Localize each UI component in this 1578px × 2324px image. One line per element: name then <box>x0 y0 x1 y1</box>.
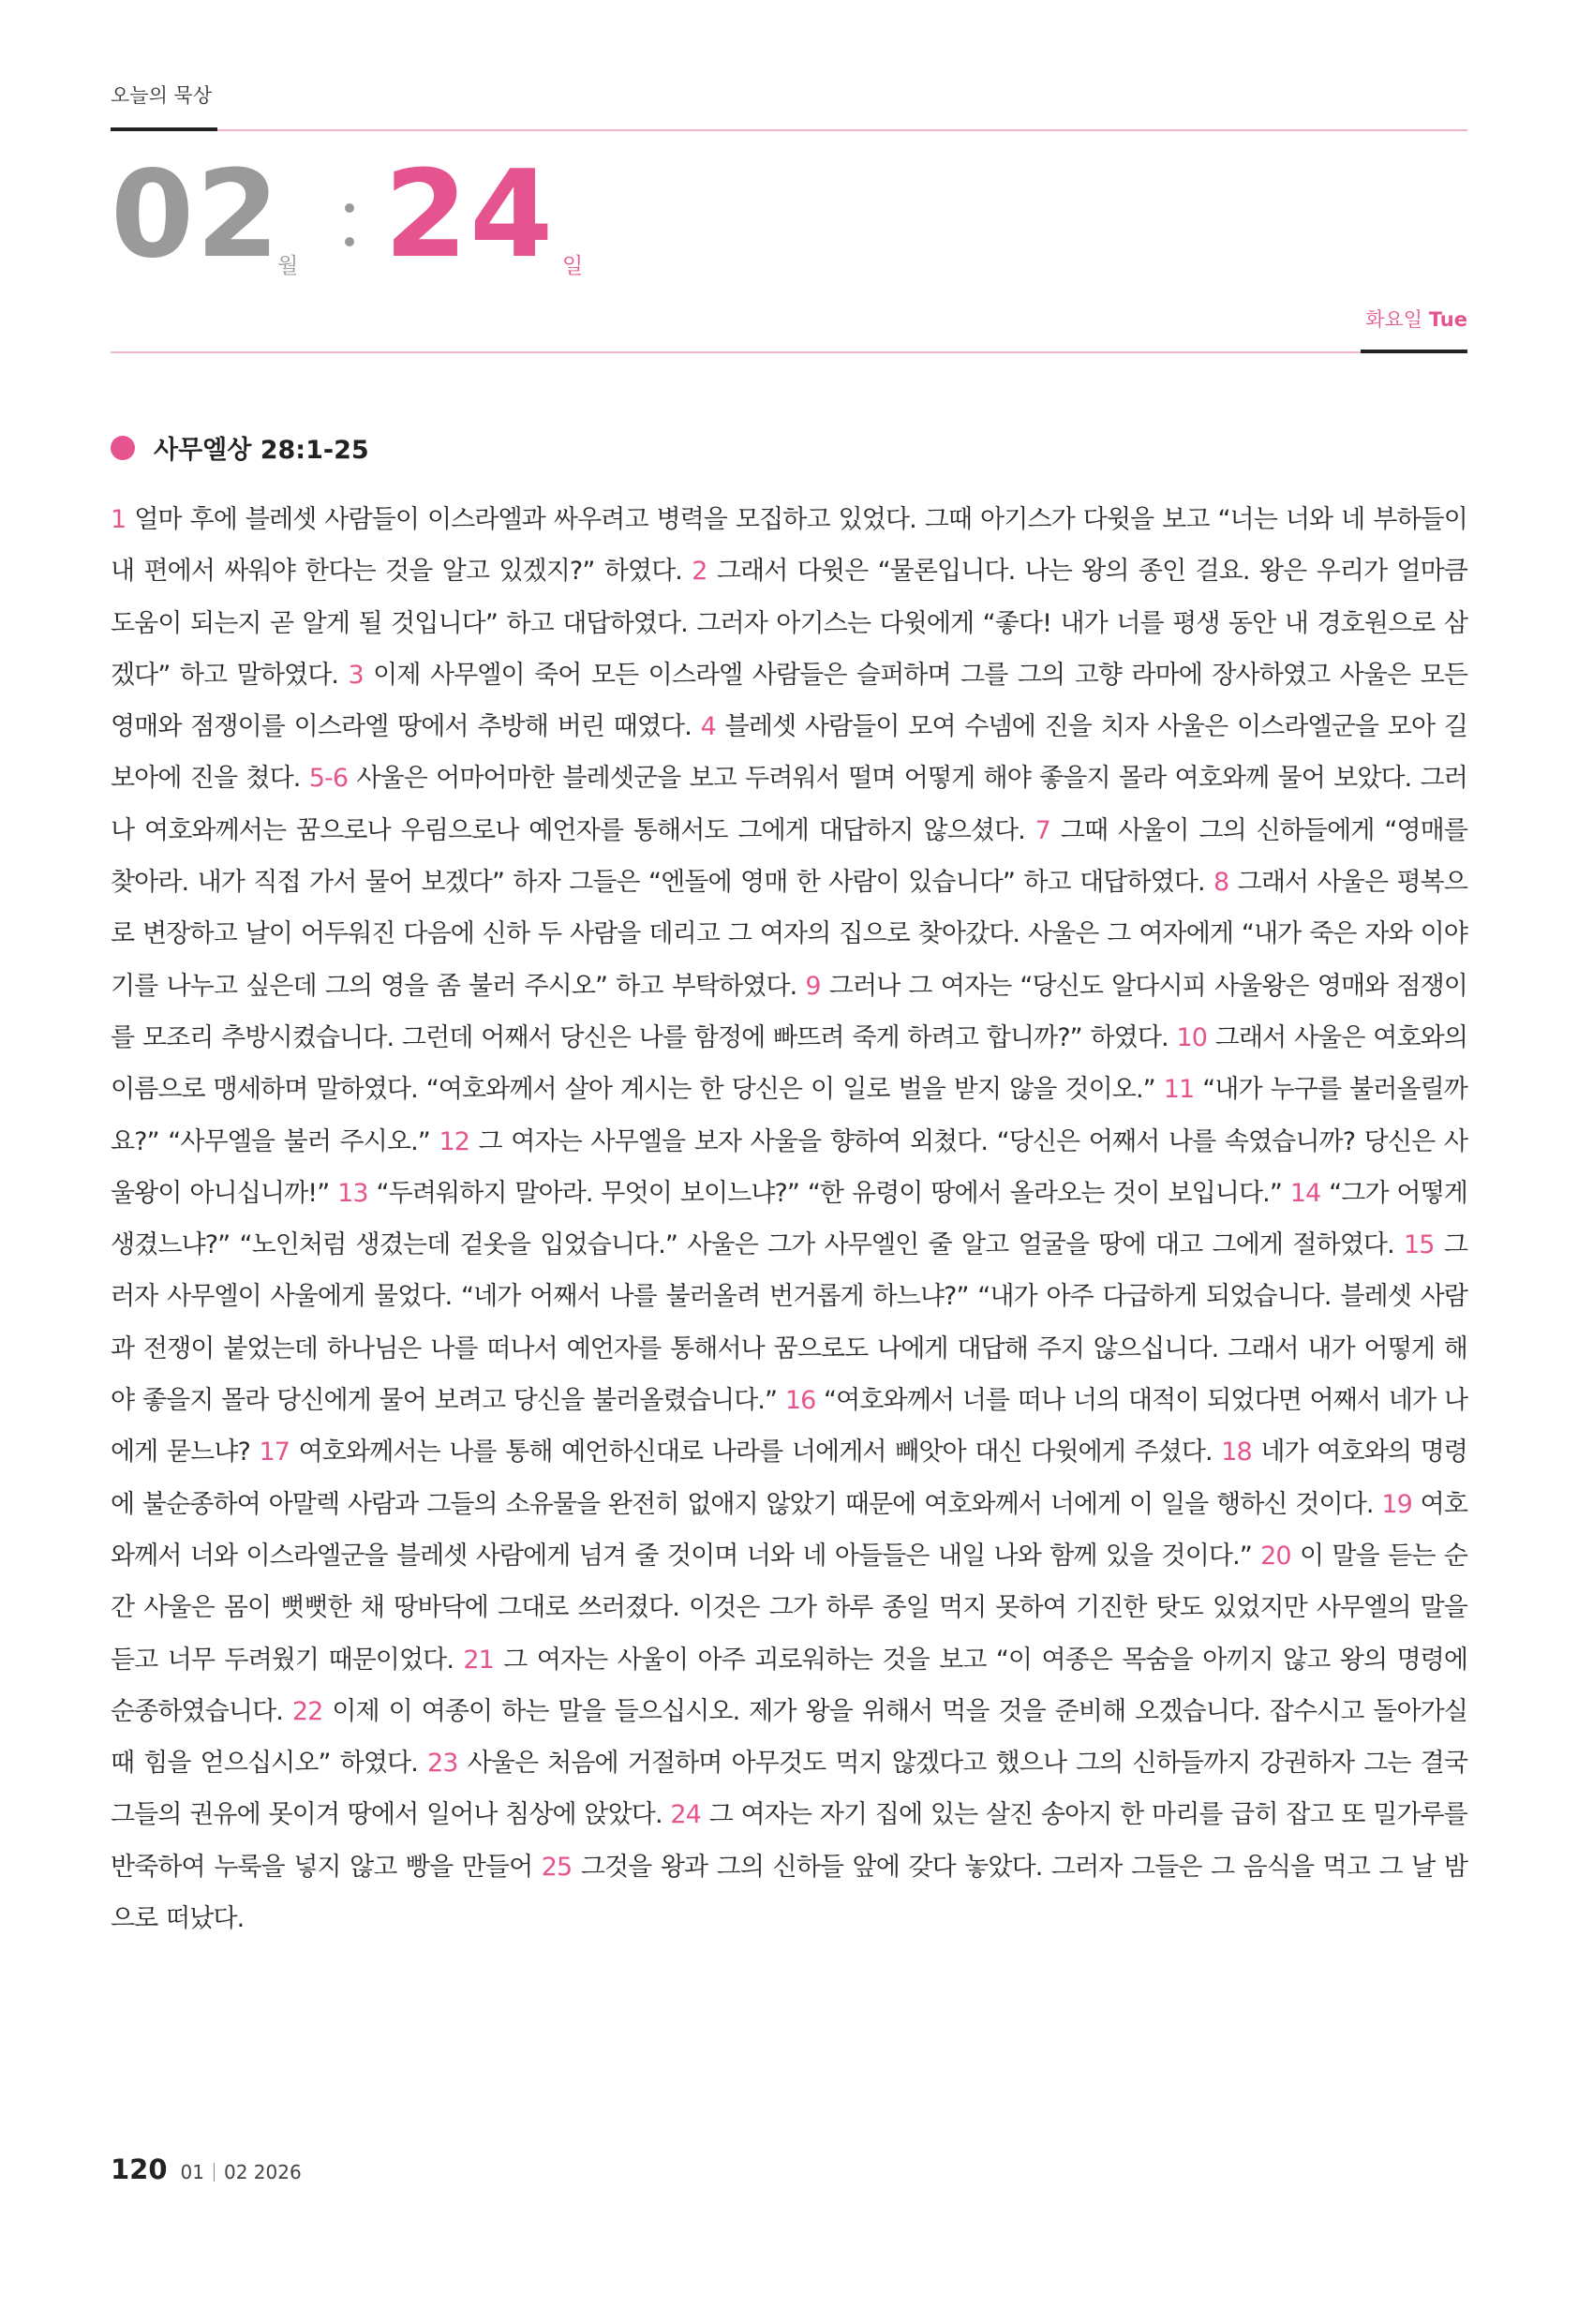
verse-number: 10 <box>1176 1022 1207 1052</box>
verse-text: 그래서 사울은 평복으로 변장하고 날이 어두워진 다음에 신하 두 사람을 데리고 그 여자의 집으로 찾아갔다. 사울은 그 여자에게 “내가 죽은 자와 이야기를 나누고 싶은데 그의 영을 좀 불러 주시오” 하고 부탁하였다. <box>111 868 1467 1001</box>
verse-text: 그 여자는 자기 집에 있는 살진 송아지 한 마리를 급히 잡고 또 밀가루를 반죽하여 누룩을 넣지 않고 빵을 만들어 <box>111 1800 1467 1882</box>
verse-number: 18 <box>1221 1438 1252 1467</box>
section-label: 오늘의 묵상 <box>111 84 213 107</box>
verse-text: 사울은 어마어마한 블레셋군을 보고 두려워서 떨며 어떻게 해야 좋을지 몰라 여호와께 물어 보았다. 그러나 여호와께서는 꿈으로나 우림으로나 예언자를 통해서도 그에게 대답하지 않으셨다. <box>111 764 1467 845</box>
issue-month: 01 <box>180 2161 204 2183</box>
page-footer <box>111 2153 302 2185</box>
verse-text: “여호와께서 너를 떠나 너의 대적이 되었다면 어째서 네가 나에게 묻느냐? <box>111 1386 1467 1467</box>
colon-dot-top <box>345 203 354 213</box>
verse-text: “두려워하지 말아라. 무엇이 보이느냐?” “한 유령이 땅에서 올라오는 것이 보입니다.” <box>367 1178 1290 1208</box>
verse-text: 얼마 후에 블레셋 사람들이 이스라엘과 싸우려고 병력을 모집하고 있었다. 그때 아기스가 다윗을 보고 “너는 너와 네 부하들이 내 편에서 싸워야 한다는 것을 알고 있겠지?” 하였다. <box>111 505 1467 587</box>
day-number: 24 <box>384 145 556 285</box>
scripture-body <box>111 494 1467 1944</box>
verse-text: 네가 여호와의 명령에 불순종하여 아말렉 사람과 그들의 소유물을 완전히 없애지 않았기 때문에 여호와께서 너에게 이 일을 행하신 것이다. <box>111 1438 1467 1519</box>
verse-number: 12 <box>439 1126 469 1156</box>
verse-number: 25 <box>541 1852 573 1882</box>
month-number: 02 <box>111 145 282 285</box>
verse-number: 7 <box>1035 815 1050 845</box>
verse-number: 17 <box>259 1438 290 1467</box>
mid-rule-accent <box>1361 350 1467 353</box>
weekday-korean: 화요일 <box>1365 308 1423 331</box>
issue-year: 02 2026 <box>224 2161 302 2183</box>
verse-number: 24 <box>670 1800 701 1830</box>
month-unit: 월 <box>277 254 299 278</box>
verse-number: 1 <box>111 505 127 534</box>
verse-number: 20 <box>1260 1541 1291 1571</box>
verse-text: 여호와께서는 나를 통해 예언하신대로 나라를 너에게서 빼앗아 대신 다윗에게 주셨다. <box>290 1438 1222 1467</box>
verse-text: 그러자 사무엘이 사울에게 물었다. “네가 어째서 나를 불러올려 번거롭게 하느냐?” “내가 아주 다급하게 되었습니다. 블레셋 사람과 전쟁이 붙었는데 하나님은 나를 떠나서 예언자를 통해서나 꿈으로도 나에게 대답해 주지 않으십니다. 그래서 내가 어떻게 해야 좋을지 몰라 당신에게 물어 보려고 당신을 불러올렸습니다.” <box>111 1230 1467 1416</box>
verse-number: 22 <box>291 1696 323 1726</box>
issue-separator <box>214 2163 215 2182</box>
weekday-english: Tue <box>1428 308 1467 331</box>
top-rule-accent <box>111 127 217 131</box>
verse-text: 여호와께서 너와 이스라엘군을 블레셋 사람에게 넘겨 줄 것이며 너와 네 아들들은 내일 나와 함께 있을 것이다.” <box>111 1489 1467 1571</box>
mid-rule <box>111 351 1467 353</box>
weekday-label <box>1365 305 1467 333</box>
verse-text: 그 여자는 사울이 아주 괴로워하는 것을 보고 “이 여종은 목숨을 아끼지 않고 왕의 명령에 순종하였습니다. <box>111 1645 1468 1726</box>
top-rule <box>111 129 1467 131</box>
verse-text: 그래서 다윗은 “물론입니다. 나는 왕의 종인 걸요. 왕은 우리가 얼마큼 도움이 되는지 곧 알게 될 것입니다” 하고 대답하였다. 그러자 아기스는 다윗에게 “좋다! 내가 너를 평생 동안 내 경호원으로 삼겠다” 하고 말하였다. <box>111 557 1467 690</box>
verse-text: “그가 어떻게 생겼느냐?” “노인처럼 생겼는데 겉옷을 입었습니다.” 사울은 그가 사무엘인 줄 알고 얼굴을 땅에 대고 그에게 절하였다. <box>111 1178 1467 1260</box>
page-number: 120 <box>111 2153 168 2185</box>
verse-number: 5-6 <box>308 764 349 794</box>
verse-text: 이 말을 듣는 순간 사울은 몸이 뻣뻣한 채 땅바닥에 그대로 쓰러졌다. 이것은 그가 하루 종일 먹지 못하여 기진한 탓도 있었지만 사무엘의 말을 듣고 너무 두려웠기 때문이었다. <box>111 1541 1467 1675</box>
verse-text: 그것을 왕과 그의 신하들 앞에 갖다 놓았다. 그러자 그들은 그 음식을 먹고 그 날 밤으로 떠났다. <box>111 1852 1467 1934</box>
verse-number: 11 <box>1163 1075 1195 1105</box>
verse-number: 16 <box>784 1386 816 1416</box>
bullet-dot-icon <box>111 436 135 460</box>
verse-text: 그래서 사울은 여호와의 이름으로 맹세하며 말하였다. “여호와께서 살아 계시는 한 당신은 이 일로 벌을 받지 않을 것이오.” <box>111 1022 1467 1105</box>
verse-number: 21 <box>463 1645 494 1675</box>
verse-text: 블레셋 사람들이 모여 수넴에 진을 치자 사울은 이스라엘군을 모아 길보아에 진을 쳤다. <box>111 712 1468 794</box>
verse-text: 그러나 그 여자는 “당신도 알다시피 사울왕은 영매와 점쟁이를 모조리 추방시켰습니다. 그런데 어째서 당신은 나를 함정에 빠뜨려 죽게 하려고 합니까?” 하였다. <box>111 971 1467 1052</box>
verse-number: 19 <box>1381 1489 1412 1519</box>
verse-text: 그 여자는 사무엘을 보자 사울을 향하여 외쳤다. “당신은 어째서 나를 속였습니까? 당신은 사울왕이 아니십니까!” <box>111 1126 1467 1208</box>
verse-text: 그때 사울이 그의 신하들에게 “영매를 찾아라. 내가 직접 가서 물어 보겠다” 하자 그들은 “엔돌에 영매 한 사람이 있습니다” 하고 대답하였다. <box>111 815 1467 898</box>
verse-number: 23 <box>426 1749 458 1779</box>
colon-dot-bottom <box>345 237 354 246</box>
verse-text: 사울은 처음에 거절하며 아무것도 먹지 않겠다고 했으나 그의 신하들까지 강권하자 그는 결국 그들의 권유에 못이겨 땅에서 일어나 침상에 앉았다. <box>111 1749 1467 1830</box>
verse-number: 2 <box>692 557 707 587</box>
verse-number: 13 <box>337 1178 368 1208</box>
verse-text: “내가 누구를 불러올릴까요?” “사무엘을 불러 주시오.” <box>111 1075 1467 1156</box>
verse-number: 14 <box>1289 1178 1321 1208</box>
verse-number: 3 <box>348 660 364 690</box>
reference-text: 사무엘상 28:1-25 <box>154 436 369 465</box>
verse-text: 이제 사무엘이 죽어 모든 이스라엘 사람들은 슬퍼하며 그를 그의 고향 라마에 장사하였고 사울은 모든 영매와 점쟁이를 이스라엘 땅에서 추방해 버린 때였다. <box>111 660 1467 742</box>
verse-text: 이제 이 여종이 하는 말을 들으십시오. 제가 왕을 위해서 먹을 것을 준비해 오겠습니다. 잡수시고 돌아가실 때 힘을 얻으십시오” 하였다. <box>111 1696 1468 1779</box>
verse-number: 8 <box>1213 868 1229 898</box>
scripture-reference <box>111 429 369 466</box>
verse-number: 15 <box>1404 1230 1435 1260</box>
verse-number: 4 <box>700 712 716 742</box>
issue-label <box>181 2161 302 2183</box>
verse-number: 9 <box>805 971 821 1001</box>
day-unit: 일 <box>562 254 584 278</box>
